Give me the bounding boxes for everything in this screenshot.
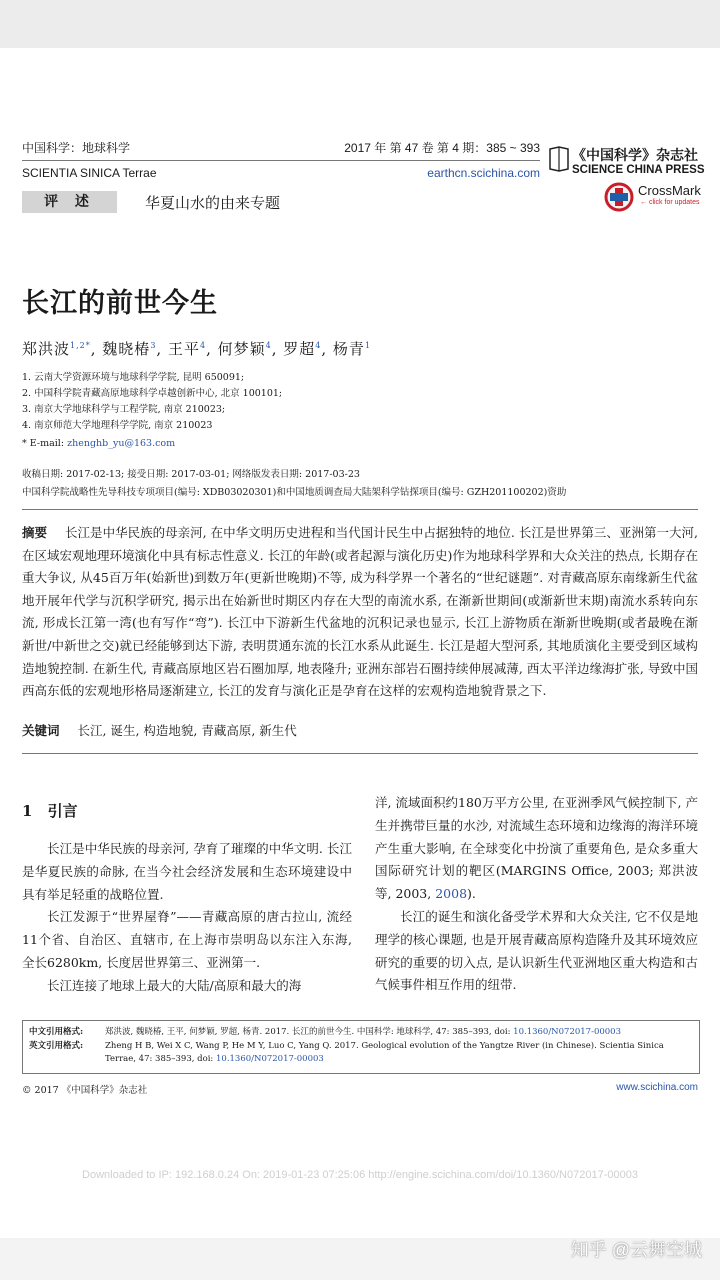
funding-info: 中国科学院战略性先导科技专项项目(编号: XDB03020301)和中国地质调查局大陆架科学钻探项目(编号: GZH201100202)资助 xyxy=(22,487,567,498)
intro-paragraph: 长江发源于“世界屋脊”——青藏高原的唐古拉山, 流经11个省、自治区、直辖市, 在上海市崇明岛以东注入东海, 全长6280km, 长度居世界第三、亚洲第一. xyxy=(22,909,352,970)
publisher-name-cn: 《中国科学》杂志社 xyxy=(572,148,698,164)
citation-en-doi-link[interactable]: 10.1360/N072017-00003 xyxy=(216,1053,324,1064)
journal-name-cn: 中国科学：地球科学 xyxy=(22,141,131,155)
section-title: 引言 xyxy=(47,802,78,820)
keywords-text: 长江, 诞生, 构造地貌, 青藏高原, 新生代 xyxy=(77,723,297,738)
keywords xyxy=(22,720,698,743)
journal-name-en: SCIENTIA SINICA Terrae xyxy=(22,166,157,180)
download-watermark: Downloaded to IP: 192.168.0.24 On: 2019-01-23 07:25:06 http://engine.scichina.com/doi/10.1360/N072017-00003 xyxy=(82,1169,638,1181)
author-name: 王平 xyxy=(167,340,200,358)
citation-en-text: Zheng H B, Wei X C, Wang P, He M Y, Luo C, Yang Q. 2017. Geological evolution of the Yangtze River (in Chinese). Scientia Sinica Terrae, 47: 385–393, doi: xyxy=(105,1041,664,1064)
author-affiliation-sup: 4 xyxy=(199,341,207,350)
publisher-site-link[interactable]: www.scichina.com xyxy=(616,1082,698,1093)
intro-paragraph: 长江的诞生和演化备受学术界和大众关注, 它不仅是地理学的核心课题, 也是开展青藏高原构造隆升及其环境效应研究的重要的切入点, 是认识新生代亚洲地区重大构造和古气候事件相互作用的纽带. xyxy=(375,908,698,993)
author-affiliation-sup: 3 xyxy=(150,341,157,350)
section-tag: 评 述 xyxy=(22,191,117,213)
author-list: 郑洪波$^{1,2*}$, 魏晓椿$^3$, 王平$^4$, 何梦颖$^4$, 罗超$^4$, 杨青$^1$ xyxy=(22,340,372,358)
section-number: 1 xyxy=(22,802,33,820)
author-affiliation-sup: 1,2* xyxy=(70,341,91,350)
citation-cn-text: 郑洪波, 魏晓椿, 王平, 何梦颖, 罗超, 杨青. 2017. 长江的前世今生. 中国科学: 地球科学, 47: 385–393, doi: xyxy=(105,1027,514,1037)
affiliation-2: 2. 中国科学院青藏高原地球科学卓越创新中心, 北京 100101; xyxy=(22,388,283,399)
author-name: 何梦颖 xyxy=(217,340,266,358)
email-link[interactable]: zhenghb_yu@163.com xyxy=(67,438,176,449)
author-name: 郑洪波 xyxy=(22,340,71,358)
crossmark-label[interactable]: CrossMark xyxy=(638,183,701,198)
citation-cn-doi-link[interactable]: 10.1360/N072017-00003 xyxy=(513,1027,621,1037)
email-line xyxy=(22,436,175,452)
author-name: 魏晓椿 xyxy=(102,340,151,358)
affiliation-1: 1. 云南大学资源环境与地球科学学院, 昆明 650091; xyxy=(22,372,245,383)
abstract xyxy=(22,522,698,703)
abstract-top-rule xyxy=(22,509,698,510)
top-gray-bar xyxy=(0,0,720,48)
author-affiliation-sup: 4 xyxy=(315,341,322,350)
copyright: © 2017 《中国科学》杂志社 xyxy=(22,1085,148,1096)
publisher-name-en: SCIENCE CHINA PRESS xyxy=(572,164,705,176)
author-name: 罗超 xyxy=(283,340,316,358)
intro-text: ). xyxy=(467,886,476,902)
citation-box xyxy=(22,1020,700,1074)
intro-left-column xyxy=(22,838,352,998)
author-affiliation-sup: 4 xyxy=(265,341,272,350)
article-title: 长江的前世今生 xyxy=(22,288,218,319)
affiliation-3: 3. 南京大学地球科学与工程学院, 南京 210023; xyxy=(22,404,226,415)
intro-text: 洋, 流域面积约180万平方公里, 在亚洲季风气候控制下, 产生并携带巨量的水沙, 对流域生态环境和边缘海的海洋环境产生重大影响, 在全球变化中扮演了重要角色, 是众多重大国际研究计划的靶区(MARGINS Office, 2003; 郑洪波等, 2003, xyxy=(375,795,698,902)
keywords-label: 关键词 xyxy=(22,723,60,738)
issue-info: 2017 年 第 47 卷 第 4 期：385 ~ 393 xyxy=(344,141,540,155)
intro-paragraph xyxy=(375,792,698,906)
citation-en-label: 英文引用格式: xyxy=(29,1041,84,1051)
keywords-bottom-rule xyxy=(22,753,698,754)
crossmark-sub[interactable]: ← click for updates xyxy=(640,199,700,206)
crossmark-icon[interactable] xyxy=(604,182,636,212)
abstract-label: 摘要 xyxy=(22,525,48,540)
received-dates: 收稿日期: 2017-02-13; 接受日期: 2017-03-01; 网络版发表日期: 2017-03-23 xyxy=(22,469,360,480)
citation-en xyxy=(29,1040,693,1065)
author-affiliation-sup: 1 xyxy=(364,341,372,350)
reference-link-2008[interactable]: 2008 xyxy=(435,886,468,902)
intro-paragraph: 长江是中华民族的母亲河, 孕育了璀璨的中华文明. 长江是华夏民族的命脉, 在当今社会经济发展和生态环境建设中具有举足轻重的战略位置. xyxy=(22,841,352,902)
citation-cn xyxy=(29,1026,693,1039)
section-heading xyxy=(22,800,78,821)
abstract-text: 长江是中华民族的母亲河, 在中华文明历史进程和当代国计民生中占据独特的地位. 长江是世界第三、亚洲第一大河, 在区域宏观地理环境演化中具有标志性意义. 长江的年龄(或者起源与演化历史)作为地球科学界和大众关注的热点, 长期存在重大争议, 从45百万年(始新世)到数万年(更新世晚期)不等, 成为科学界一个著名的“世纪谜题”. 对青藏高原东南缘新生代盆地开展年代学与沉积学研究, 揭示出在始新世时期区内存在大型的南流水系, 在渐新世期间(或渐新世末期)南流水系转向东流, 形成长江第一湾(也有写作“弯”). 长江中下游新生代盆地的沉积记录也显示, 长江上游物质在渐新世晚期(或者最晚在渐新世/中新世之交)就已经能够到达下游, 表明贯通东流的长江水系从此诞生. 长江是超大型河系, 其地质演化主要受到区域构造地貌控制. 在新生代, 青藏高原地区岩石圈加厚, 地表隆升; 亚洲东部岩石圈持续伸展减薄, 西太平洋边缘海扩张, 导致中国西高东低的宏观地形格局逐渐建立, 长江的发育与演化正是孕育在这样的宏观构造地貌背景之下. xyxy=(22,525,698,699)
email-label: * E-mail: xyxy=(22,438,65,449)
intro-right-column xyxy=(375,792,698,997)
affiliation-4: 4. 南京师范大学地理科学学院, 南京 210023 xyxy=(22,420,213,431)
header-rule xyxy=(22,160,540,161)
section-topic: 华夏山水的由来专题 xyxy=(145,194,281,212)
author-name: 杨青 xyxy=(332,340,365,358)
journal-site-link[interactable]: earthcn.scichina.com xyxy=(427,166,540,180)
intro-paragraph: 长江连接了地球上最大的大陆/高原和最大的海 xyxy=(47,977,302,993)
citation-cn-label: 中文引用格式: xyxy=(29,1027,84,1037)
zhihu-watermark: 知乎 @云舞空城 xyxy=(570,1240,702,1260)
publisher-logo-icon xyxy=(548,146,570,172)
